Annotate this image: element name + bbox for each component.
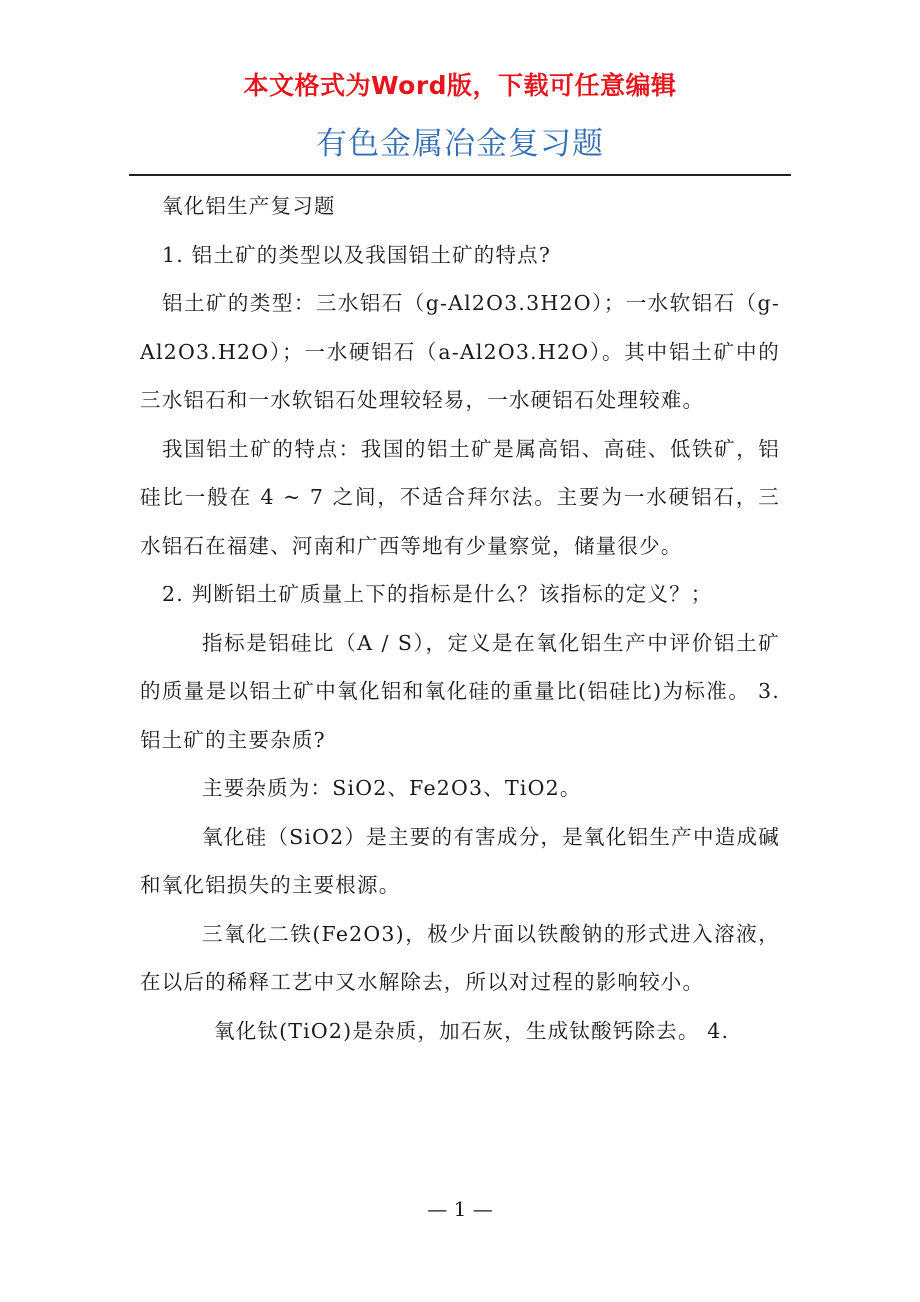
answer-impurities: 主要杂质为：SiO2、Fe2O3、TiO2。 [202,776,582,800]
page-number: — 1 — [427,1197,493,1221]
answer-titania: 氧化钛(TiO2)是杂质，加石灰，生成钛酸钙除去。 4. [214,1018,730,1043]
question-1: 1. 铝土矿的类型以及我国铝土矿的特点? [162,242,552,267]
section-heading: 氧化铝生产复习题 [162,194,336,218]
title-divider [129,174,791,176]
document-body [140,182,780,1055]
document-title: 有色金属冶金复习题 [316,126,604,162]
answer-quality-index: 指标是铝硅比（A / S），定义是在氧化铝生产中评价铝土矿的质量是以铝土矿中氧化铝和氧化硅的重量比(铝硅比)为标准。 3. 铝土矿的主要杂质? [140,630,780,752]
answer-silica: 氧化硅（SiO2）是主要的有害成分，是氧化铝生产中造成碱和氧化铝损失的主要根源。 [140,824,780,897]
question-2: 2. 判断铝土矿质量上下的指标是什么？该指标的定义？； [162,582,713,606]
answer-china-bauxite: 我国铝土矿的特点：我国的铝土矿是属高铝、高硅、低铁矿，铝硅比一般在 4 ~ 7 之间，不适合拜尔法。主要为一水硬铝石，三水铝石在福建、河南和广西等地有少量察觉，储量很少。 [140,436,780,558]
download-banner: 本文格式为Word版，下载可任意编辑 [243,71,677,100]
answer-bauxite-types: 铝土矿的类型：三水铝石（g-Al2O3.3H2O）；一水软铝石（g-Al2O3.H2O）；一水硬铝石（a-Al2O3.H2O）。其中铝土矿中的三水铝石和一水软铝石处理较轻易，一水硬铝石处理较难。 [140,291,780,412]
answer-iron-oxide: 三氧化二铁(Fe2O3)，极少片面以铁酸钠的形式进入溶液，在以后的稀释工艺中又水解除去，所以对过程的影响较小。 [140,921,780,994]
